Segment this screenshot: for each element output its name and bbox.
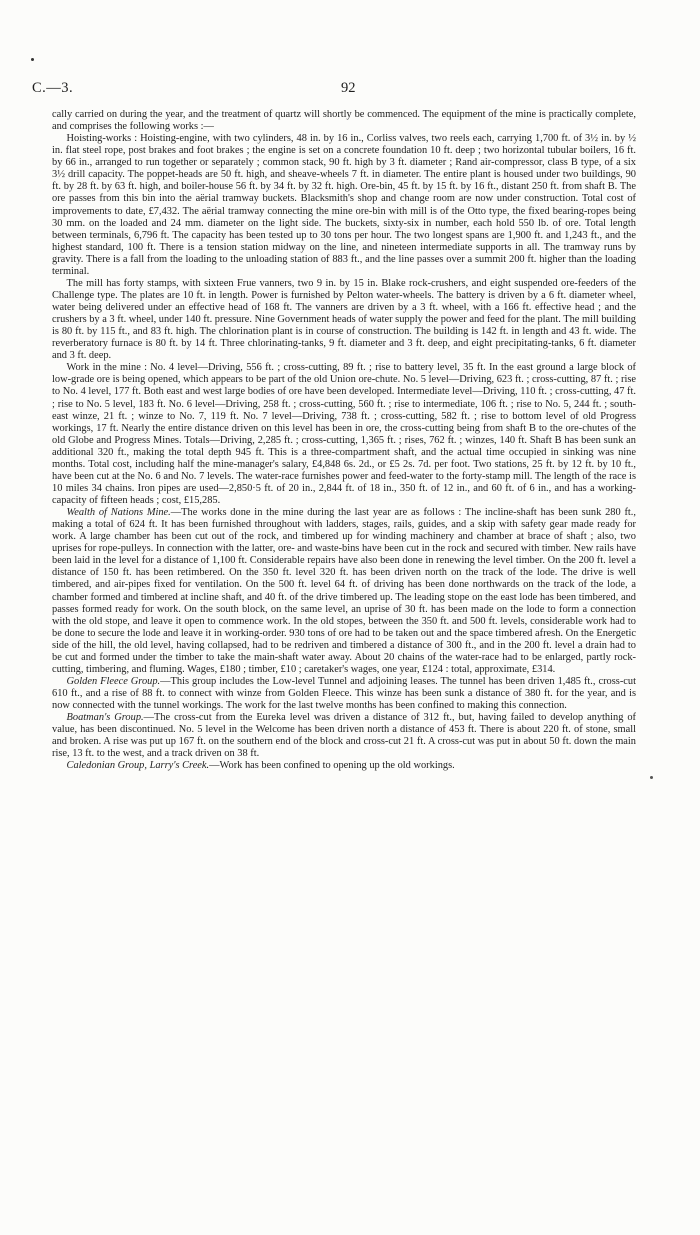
paragraph-text: —This group includes the Low-level Tunnel and adjoining leases. The tunnel has been driven 1,485 ft., cross-cut 610 ft., and a rise of 88 ft. to connect with winze from Golden Fleece. This winze has been sunk a distance of 380 ft. for the year, and is now connected with the tunnel workings. The work for the last twelve months has been confined to making this connection. xyxy=(52,675,636,712)
section-title: Wealth of Nations Mine. xyxy=(66,507,171,519)
paragraph-text: —The works done in the mine during the last year are as follows : The incline-shaft has been sunk 280 ft., making a total of 624 ft. It has been furnished throughout with ladders, stages, rails, guides, and a skip with safety gear made ready for work. A large chamber has been cut out of the rock, and timbered up for winding machinery and chamber at brace of shaft ; also, two uprises for rope-pulleys. In connection with the latter, ore- and waste-bins have been cut in the rock and secured with timber. New rails have been laid in the level for a distance of 1,100 ft. Considerable repairs have also been done in renewing the level timber. On the 200 ft. level a distance of 150 ft. has been retimbered. On the 350 ft. level 320 ft. has been driven north on the track of the lode. The drive is well timbered, and air-pipes fixed for ventilation. On the 500 ft. level 64 ft. of driving has been done northwards on the track of the lode, a chamber formed and timbered at incline shaft, and 40 ft. of the drive timbered up. The leading stope on the east lode has been timbered, and passes formed ready for work. On the south block, on the same level, an uprise of 30 ft. has been made on the lode to form a connection with the old stope, and leave it open to commence work. In the old stopes, between the 350 ft. and 500 ft. levels, considerable work had to be done to secure the lode and leave it in working-order. 930 tons of ore had to be taken out and the space timbered afresh. On the Energetic side of the hill, the old level, having collapsed, had to be redriven and timbered a distance of 300 ft., and in the 200 ft. level a drain had to be cut and formed under the timber to take the main-shaft water away. About 20 chains of the water-race had to be enlarged, partly rock-cutting, timbering, and fluming. Wages, £180 ; timber, £10 ; caretaker's wages, one year, £124 : total, approximate, £314. xyxy=(52,507,636,675)
paragraph-caledonian xyxy=(52,760,636,772)
page-header xyxy=(32,80,668,98)
paragraph-text: Hoisting-works : Hoisting-engine, with two cylinders, 48 in. by 16 in., Corliss valves, two reels each, carrying 1,700 ft. of 3½ in. by ½ in. flat steel rope, post brakes and foot brakes ; the engine is set on a concrete foundation 10 ft. deep ; two horizontal tubular boilers, 16 ft. by 66 in., arranged to run together or separately ; common stack, 90 ft. high by 3 ft. diameter ; Rand air-compressor, class B type, of a six 3½ drill capacity. The poppet-heads are 50 ft. high, and sheave-wheels 7 ft. in diameter. The entire plant is housed under two buildings, 90 ft. by 28 ft. by 63 ft. high, and boiler-house 56 ft. by 34 ft. by 32 ft. high. Ore-bin, 45 ft. by 15 ft. by 16 ft., distant 250 ft. from shaft B. The ore passes from this bin into the aërial tramway buckets. Blacksmith's shop and change room are now under construction. Total cost of improvements to date, £7,432. The aërial tramway connecting the mine ore-bin with mill is of the Otto type, the fixed bearing-ropes being 30 mm. on the loaded and 24 mm. diameter on the light side. The buckets, sixty-six in number, each hold 550 lb. of ore. Total length between terminals, 6,796 ft. The capacity has been tested up to 30 tons per hour. The two longest spans are 1,900 ft. and 1,243 ft., and the highest standard, 100 ft. There is a tension station midway on the line, and nineteen intermediate supports in all. The tramway runs by gravity. There is a fall from the loading to the unloading station of 883 ft., and the line passes over a summit 200 ft. higher than the loading terminal. xyxy=(52,133,636,277)
section-title: Boatman's Group. xyxy=(66,712,144,724)
page-number: 92 xyxy=(341,80,356,96)
section-title: Caledonian Group, Larry's Creek. xyxy=(66,760,210,772)
section-title: Golden Fleece Group. xyxy=(66,675,161,687)
paragraph-wealth-of-nations xyxy=(52,507,636,676)
paragraph-mill xyxy=(52,278,636,362)
paragraph-text: —The cross-cut from the Eureka level was driven a distance of 312 ft., but, having failed to develop anything of value, has been discontinued. No. 5 level in the Welcome has been driven north a distance of 453 ft. There is about 220 ft. of stone, small and broken. A rise was put up 167 ft. on the southern end of the block and cross-cut 21 ft. A cross-cut was put in about 50 ft. down the main rise, 13 ft. to the west, and a track driven on 38 ft. xyxy=(52,712,636,760)
paragraph-text: —Work has been confined to opening up the old workings. xyxy=(209,760,455,772)
paragraph-text: The mill has forty stamps, with sixteen Frue vanners, two 9 in. by 15 in. Blake rock-crushers, and eight suspended ore-feeders of the Challenge type. The plates are 10 ft. in length. Power is furnished by Pelton water-wheels. The battery is driven by a 6 ft. diameter wheel, water being delivered under an effective head of 168 ft. The vanners are driven by a 3 ft. wheel, with a 166 ft. effective head ; and the crushers by a 3 ft. wheel, under 140 ft. pressure. Nine Government heads of water supply the power and feed for the plant. The mill building is 80 ft. by 115 ft., and 83 ft. high. The chlorination plant is in course of construction. The building is 142 ft. in length and 43 ft. wide. The reverberatory furnace is 80 ft. by 14 ft. Three chlorinating-tanks, 9 ft. diameter and 3 ft. deep, and eight precipitating-tanks, 6 ft. diameter and 3 ft. deep. xyxy=(52,277,636,362)
margin-mark xyxy=(650,776,653,779)
paragraph-hoisting-works xyxy=(52,133,636,278)
paragraph-work-in-mine xyxy=(52,362,636,507)
report-body xyxy=(52,109,636,772)
margin-mark xyxy=(31,58,34,61)
paragraph-text: Work in the mine : No. 4 level—Driving, 556 ft. ; cross-cutting, 89 ft. ; rise to battery level, 35 ft. In the east ground a large block of low-grade ore is being opened, which appears to be part of the old Union ore-chute. No. 5 level—Driving, 623 ft. ; cross-cutting, 87 ft. ; rise to No. 4 level, 177 ft. Both east and west large bodies of ore have been developed. Intermediate level—Driving, 110 ft. ; cross-cutting, 47 ft. ; rise to No. 5 level, 183 ft. No. 6 level—Driving, 258 ft. ; cross-cutting, 560 ft. ; rise to intermediate, 106 ft. ; rise to No. 5, 244 ft. ; south-east winze, 21 ft. ; winze to No. 7, 119 ft. No. 7 level—Driving, 738 ft. ; cross-cutting, 582 ft. ; rise to bottom level of old Progress workings, 17 ft. Nearly the entire distance driven on this level has been in ore, the cross-cutting being from shaft B to the ore-chutes of the old Globe and Progress Mines. Totals—Driving, 2,285 ft. ; cross-cutting, 1,365 ft. ; rises, 762 ft. ; winzes, 140 ft. Shaft B has been sunk an additional 320 ft., making the total depth 945 ft. This is a three-compartment shaft, and the actual time occupied in sinking was nine months. Total cost, including half the mine-manager's salary, £4,848 6s. 2d., or £5 2s. 7d. per foot. Two stations, 25 ft. by 12 ft. by 10 ft., have been cut at the No. 6 and No. 7 levels. The water-race furnishes power and feed-water to the forty-stamp mill. The length of the race is 10 miles 34 chains. Iron pipes are used—2,850·5 ft. of 20 in., 2,844 ft. of 18 in., 350 ft. of 12 in., and 60 ft. of 6 in., and has a working-capacity of fifteen heads ; cost, £15,285. xyxy=(52,362,636,506)
paragraph-text: cally carried on during the year, and the treatment of quartz will shortly be commenced. The equipment of the mine is practically complete, and comprises the following works :— xyxy=(52,109,636,133)
paragraph-golden-fleece xyxy=(52,676,636,712)
paragraph-boatmans xyxy=(52,712,636,760)
page-reference: C.—3. xyxy=(32,80,74,96)
paragraph-continuation xyxy=(52,109,636,133)
